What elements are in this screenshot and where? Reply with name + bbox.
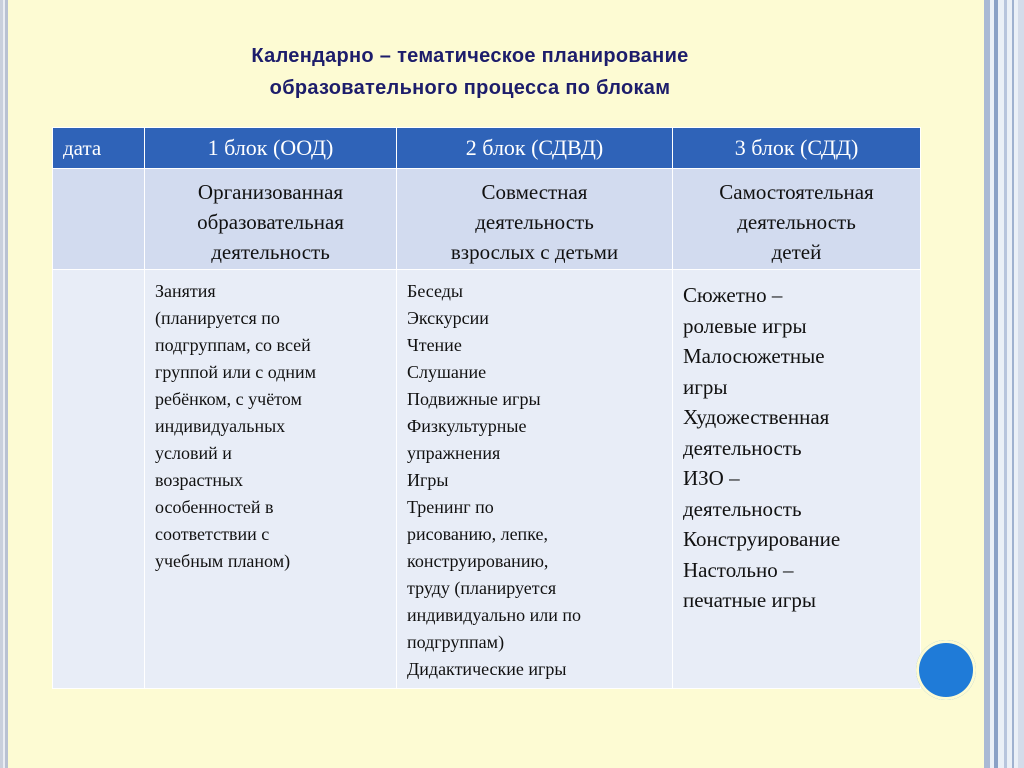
cell-text-line: рисованию, лепке,: [407, 524, 548, 544]
cell-text-line: Художественная: [683, 405, 830, 429]
cell-text-line: деятельность: [683, 435, 802, 460]
cell-text-line: индивидуальных: [155, 416, 286, 436]
title-line-2: образовательного процесса по блокам: [269, 77, 671, 99]
cell-text-line: игры: [683, 374, 728, 399]
table-header-row: [53, 128, 921, 169]
cell-text-line: Беседы: [407, 281, 463, 301]
cell-text-line: Слушание: [407, 362, 487, 382]
block-1-activities: [145, 270, 397, 689]
cell-text-line: Сюжетно –: [683, 283, 783, 307]
title-line-1: Календарно – тематическое планирование: [251, 45, 689, 67]
cell-text-line: особенностей в: [155, 497, 274, 517]
cell-text-line: взрослых с детьми: [450, 240, 619, 264]
cell-text-line: Тренинг по: [407, 497, 494, 517]
planning-table: [52, 127, 921, 689]
decorative-circle: [916, 640, 976, 700]
date-cell: [53, 169, 145, 270]
cell-text-line: ролевые игры: [683, 313, 807, 338]
cell-text-line: детей: [771, 240, 822, 264]
cell-text-line: ребёнком, с учётом: [155, 389, 302, 409]
cell-text-line: Чтение: [407, 335, 462, 355]
cell-text-line: условий и: [155, 443, 232, 463]
cell-text-line: Малосюжетные: [683, 344, 825, 368]
cell-text-line: подгруппам): [407, 632, 505, 652]
cell-text-line: Совместная: [481, 180, 588, 204]
block-3-description: [673, 169, 921, 270]
cell-text-line: Игры: [407, 470, 449, 490]
cell-text-line: группой или с одним: [155, 362, 317, 382]
cell-text-line: подгруппам, со всей: [155, 335, 311, 355]
cell-text-line: соответствии с: [155, 524, 270, 544]
cell-text-line: учебным планом): [155, 551, 291, 571]
slide-title: [120, 40, 820, 104]
cell-text-line: Дидактические игры: [407, 659, 567, 679]
cell-text-line: Настольно –: [683, 557, 794, 582]
header-block-3: 3 блок (СДД): [673, 128, 921, 169]
block-1-description: [145, 169, 397, 270]
cell-text-line: деятельность: [475, 210, 594, 234]
cell-text-line: Самостоятельная: [719, 180, 874, 204]
cell-text-line: Организованная: [197, 180, 344, 204]
block-2-description: [397, 169, 673, 270]
header-date: дата: [53, 128, 145, 169]
cell-text-line: ИЗО –: [683, 466, 740, 490]
cell-text-line: Занятия: [155, 281, 216, 301]
right-border-decoration: [984, 0, 1024, 768]
cell-text-line: упражнения: [407, 443, 501, 463]
header-block-2: 2 блок (СДВД): [397, 128, 673, 169]
cell-text-line: деятельность: [211, 240, 330, 264]
table-row: [53, 270, 921, 689]
cell-text-line: конструированию,: [407, 551, 549, 571]
cell-text-line: труду (планируется: [407, 578, 557, 598]
cell-text-line: образовательная: [197, 210, 344, 234]
table-row: [53, 169, 921, 270]
block-2-activities: [397, 270, 673, 689]
cell-text-line: деятельность: [683, 496, 802, 521]
cell-text-line: (планируется по: [155, 308, 280, 328]
cell-text-line: Экскурсии: [407, 308, 489, 328]
cell-text-line: деятельность: [737, 210, 856, 234]
cell-text-line: индивидуально или по: [407, 605, 581, 625]
cell-text-line: Физкультурные: [407, 416, 527, 436]
cell-text-line: Конструирование: [683, 527, 841, 551]
cell-text-line: печатные игры: [683, 588, 816, 612]
cell-text-line: возрастных: [155, 470, 244, 490]
date-cell: [53, 270, 145, 689]
cell-text-line: Подвижные игры: [407, 389, 541, 409]
block-3-activities: [673, 270, 921, 689]
header-block-1: 1 блок (ООД): [145, 128, 397, 169]
left-border-decoration: [0, 0, 8, 768]
